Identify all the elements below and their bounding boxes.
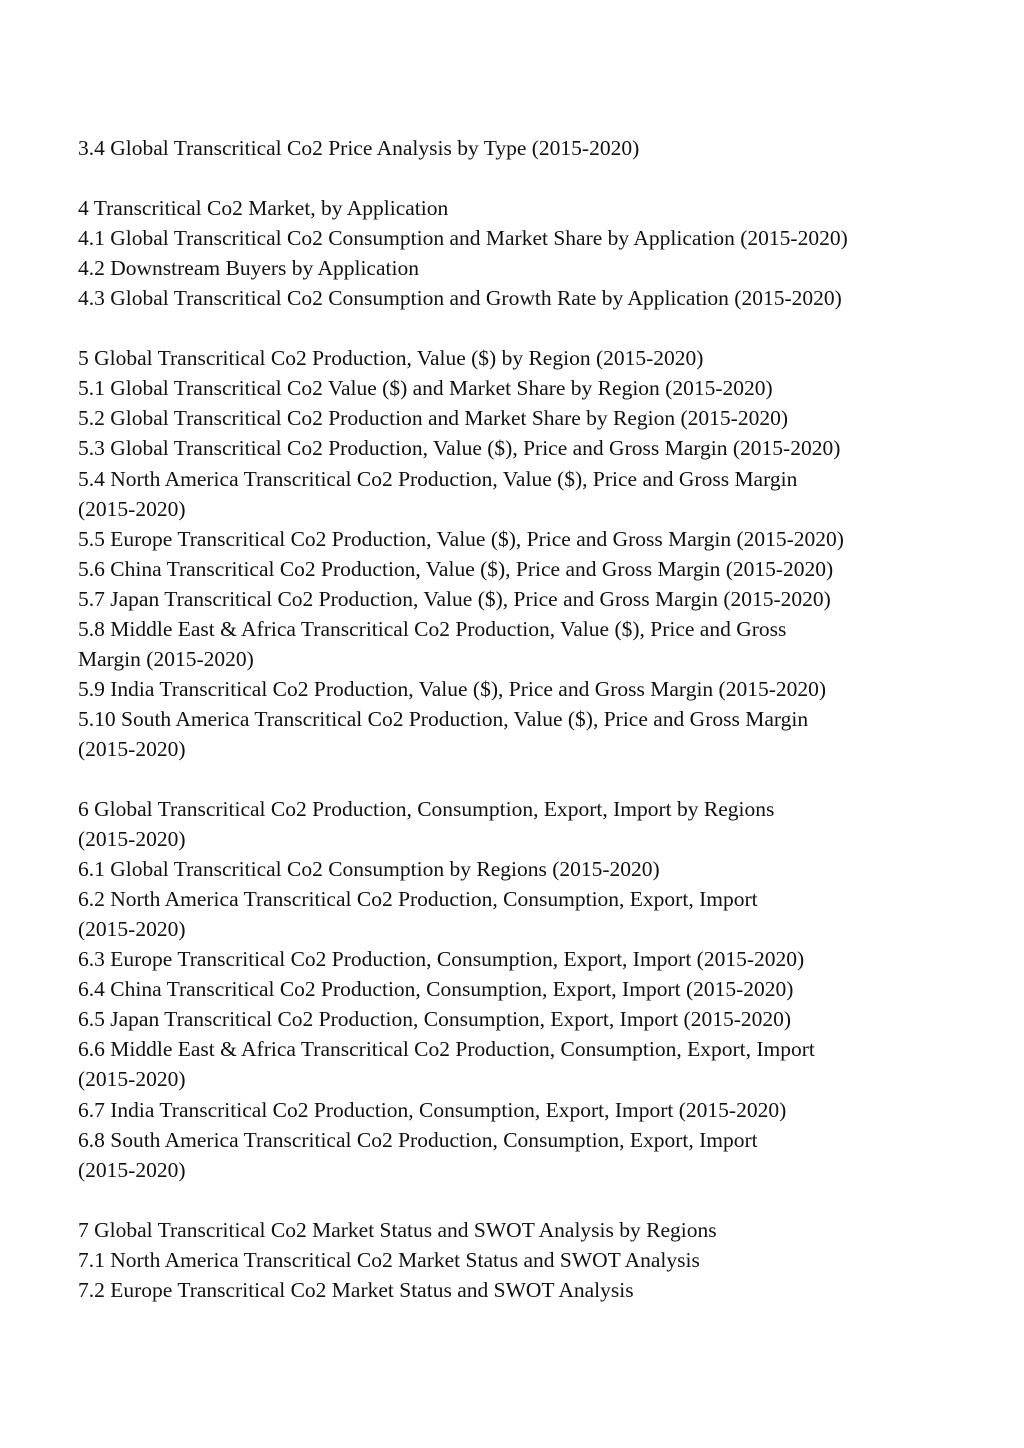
toc-line: 6.6 Middle East & Africa Transcritical Co2 Production, Consumption, Export, Import [78,1037,815,1062]
toc-section-3 [78,133,958,163]
toc-line: 5.3 Global Transcritical Co2 Production, Value ($), Price and Gross Margin (2015-2020) [78,436,841,461]
toc-section-6 [78,794,958,1185]
toc-line: 3.4 Global Transcritical Co2 Price Analysis by Type (2015-2020) [78,136,640,160]
toc-line: Margin (2015-2020) [78,646,254,671]
toc-line: 5.2 Global Transcritical Co2 Production and Market Share by Region (2015-2020) [78,406,788,431]
toc-line: 5.8 Middle East & Africa Transcritical Co2 Production, Value ($), Price and Gross [78,616,787,641]
toc-section-4 [78,193,958,313]
toc-line: 4.1 Global Transcritical Co2 Consumption and Market Share by Application (2015-2020) [78,226,848,251]
toc-line: 6.3 Europe Transcritical Co2 Production, Consumption, Export, Import (2015-2020) [78,947,805,972]
toc-line: 6.8 South America Transcritical Co2 Production, Consumption, Export, Import [78,1127,758,1152]
toc-section-5 [78,343,958,764]
toc-line: 7.1 North America Transcritical Co2 Market Status and SWOT Analysis [78,1247,700,1272]
toc-section-7 [78,1215,958,1305]
toc-line: (2015-2020) [78,736,186,761]
toc-line: 6.7 India Transcritical Co2 Production, Consumption, Export, Import (2015-2020) [78,1097,787,1122]
toc-line: 6.4 China Transcritical Co2 Production, Consumption, Export, Import (2015-2020) [78,977,794,1002]
toc-line: 5.10 South America Transcritical Co2 Production, Value ($), Price and Gross Margin [78,706,809,731]
toc-line: 5.4 North America Transcritical Co2 Production, Value ($), Price and Gross Margin [78,466,798,491]
toc-line: 7 Global Transcritical Co2 Market Status and SWOT Analysis by Regions [78,1217,717,1242]
toc-line: 6.1 Global Transcritical Co2 Consumption by Regions (2015-2020) [78,857,660,882]
toc-line: (2015-2020) [78,827,186,852]
toc-line: 6 Global Transcritical Co2 Production, Consumption, Export, Import by Regions [78,797,775,822]
toc-line: 5.9 India Transcritical Co2 Production, Value ($), Price and Gross Margin (2015-2020) [78,676,827,701]
toc-line: 5.1 Global Transcritical Co2 Value ($) and Market Share by Region (2015-2020) [78,376,773,401]
toc-line: 4.2 Downstream Buyers by Application [78,256,419,281]
document-page [78,133,958,1335]
toc-line: 7.2 Europe Transcritical Co2 Market Status and SWOT Analysis [78,1277,634,1302]
toc-line: (2015-2020) [78,1067,186,1092]
toc-line: 5.7 Japan Transcritical Co2 Production, Value ($), Price and Gross Margin (2015-2020) [78,586,831,611]
toc-line: (2015-2020) [78,917,186,942]
toc-line: 6.2 North America Transcritical Co2 Production, Consumption, Export, Import [78,887,758,912]
toc-line: 5.5 Europe Transcritical Co2 Production, Value ($), Price and Gross Margin (2015-2020) [78,526,844,551]
toc-line: 4.3 Global Transcritical Co2 Consumption and Growth Rate by Application (2015-2020) [78,286,842,311]
toc-line: 6.5 Japan Transcritical Co2 Production, Consumption, Export, Import (2015-2020) [78,1007,792,1032]
toc-line: (2015-2020) [78,1157,186,1182]
toc-line: 4 Transcritical Co2 Market, by Application [78,196,449,221]
toc-line: 5 Global Transcritical Co2 Production, Value ($) by Region (2015-2020) [78,346,704,371]
toc-line: 5.6 China Transcritical Co2 Production, Value ($), Price and Gross Margin (2015-2020) [78,556,834,581]
toc-line: (2015-2020) [78,496,186,521]
